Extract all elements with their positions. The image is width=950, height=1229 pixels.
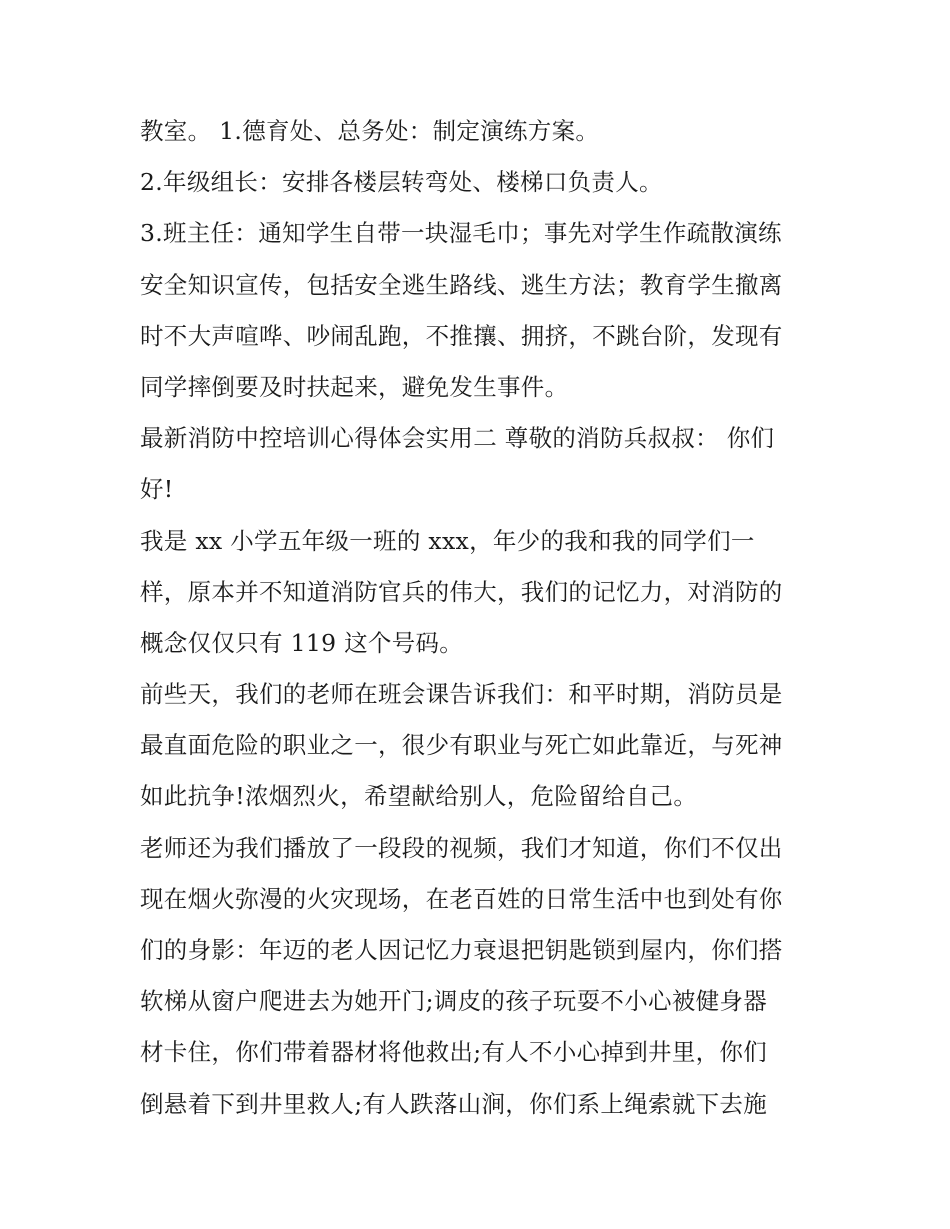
text-line: 最新消防中控培训心得体会实用二 尊敬的消防兵叔叔： 你们 (140, 424, 775, 453)
text-line: 3.班主任：通知学生自带一块湿毛巾；事先对学生作疏散演练 (140, 219, 782, 248)
text-line: 们的身影：年迈的老人因记忆力衰退把钥匙锁到屋内，你们搭 (140, 936, 783, 964)
text-line: 样，原本并不知道消防官兵的伟大，我们的记忆力，对消防的 (140, 577, 783, 606)
text-line: 前些天，我们的老师在班会课告诉我们：和平时期，消防员是 (140, 680, 783, 709)
text-line: 我是 xx 小学五年级一班的 xxx，年少的我和我的同学们一 (140, 526, 755, 555)
text-line: 好! (140, 475, 174, 504)
document-body (140, 106, 820, 1130)
text-line: 时不大声喧哗、吵闹乱跑，不推攘、拥挤，不跳台阶，发现有 (140, 321, 783, 350)
text-line: 材卡住，你们带着器材将他救出;有人不小心掉到井里，你们 (140, 1038, 768, 1067)
text-line: 概念仅仅只有 119 这个号码。 (140, 628, 464, 657)
text-line: 2.年级组长：安排各楼层转弯处、楼梯口负责人。 (140, 168, 663, 197)
text-line: 如此抗争!浓烟烈火，希望献给别人，危险留给自己。 (140, 782, 698, 811)
text-line: 最直面危险的职业之一，很少有职业与死亡如此靠近，与死神 (140, 731, 783, 760)
text-line: 老师还为我们播放了一段段的视频，我们才知道，你们不仅出 (140, 833, 783, 862)
text-line: 倒悬着下到井里救人;有人跌落山涧，你们系上绳索就下去施 (140, 1089, 768, 1118)
text-line: 安全知识宣传，包括安全逃生路线、逃生方法；教育学生撤离 (140, 270, 783, 299)
text-line: 软梯从窗户爬进去为她开门;调皮的孩子玩耍不小心被健身器 (140, 987, 768, 1016)
text-line: 现在烟火弥漫的火灾现场，在老百姓的日常生活中也到处有你 (140, 884, 783, 913)
text-line: 教室。 1.德育处、总务处：制定演练方案。 (140, 117, 600, 145)
text-line: 同学摔倒要及时扶起来，避免发生事件。 (140, 372, 569, 401)
